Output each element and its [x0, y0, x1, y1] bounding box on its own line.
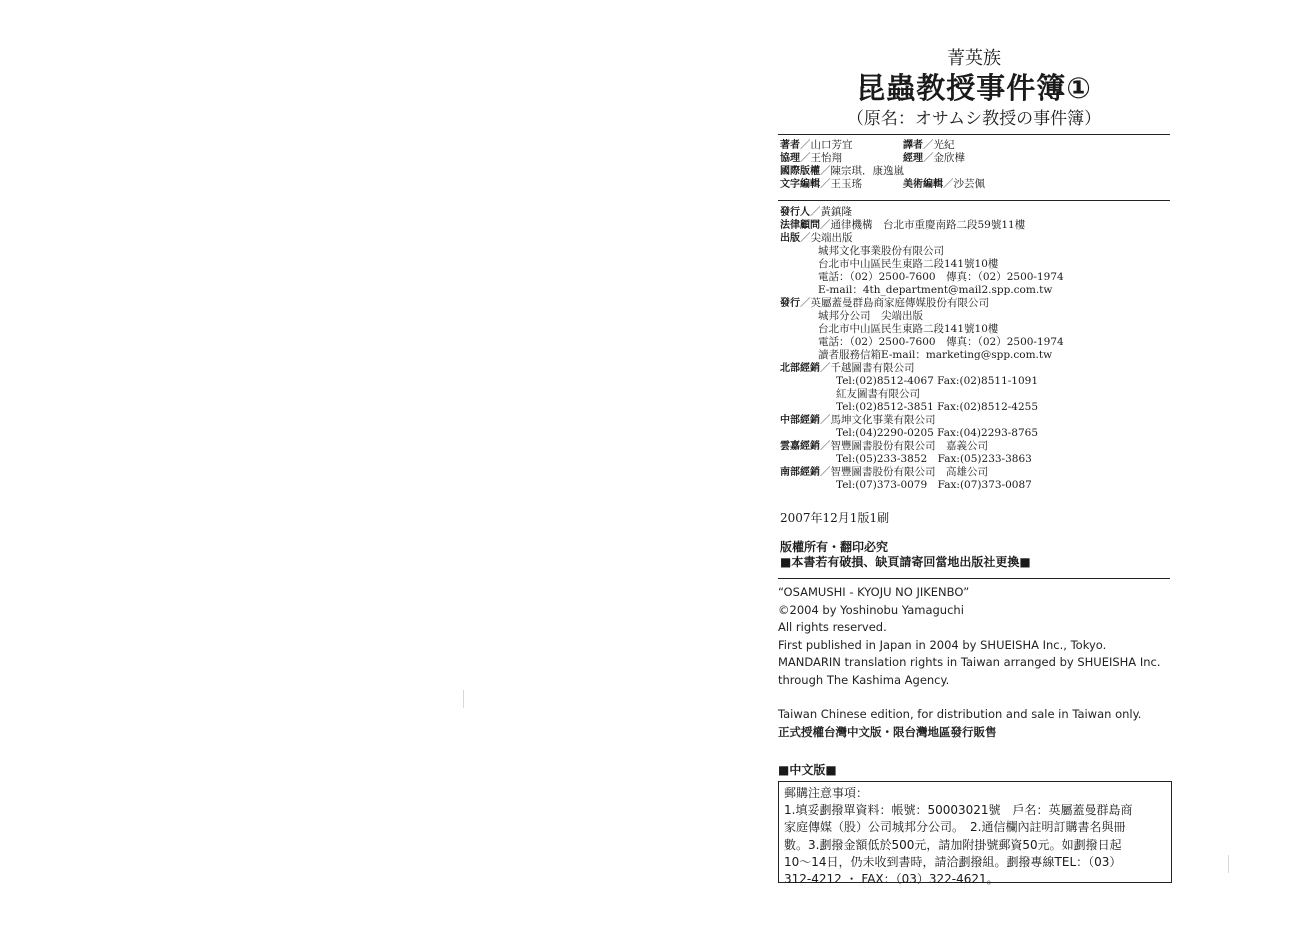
rights-line: ■本書若有破損、缺頁請寄回當地出版社更換■	[780, 555, 1031, 569]
credit-role: 協理	[780, 153, 800, 164]
publishing-text: E-mail：4th_department@mail2.spp.com.tw	[818, 284, 1053, 296]
publishing-line	[780, 310, 1064, 323]
publishing-text: 電話：（02）2500-7600 傳真：（02）2500-1974	[818, 271, 1064, 283]
publishing-role: 發行人	[780, 207, 810, 218]
publishing-text: 電話：（02）2500-7600 傳真：（02）2500-1974	[818, 336, 1064, 348]
publishing-line	[780, 440, 1064, 453]
publishing-line	[780, 232, 1064, 245]
publishing-line	[780, 427, 1064, 440]
rights-line: 版權所有・翻印必究	[780, 540, 889, 554]
notice-line: 數。3.劃撥金額低於500元，請加附掛號郵資50元。如劃撥日起	[784, 837, 1122, 852]
credit-name: ／山口芳宜	[800, 139, 853, 151]
copyright-line: ©2004 by Yoshinobu Yamaguchi	[778, 602, 964, 617]
scan-mark	[463, 690, 464, 708]
publishing-role: 南部經銷	[780, 467, 820, 478]
divider	[778, 134, 1170, 135]
credit-role: 著者	[780, 140, 800, 151]
credit-role: 文字編輯	[780, 179, 820, 190]
copyright-line: “OSAMUSHI - KYOJU NO JIKENBO”	[778, 585, 970, 599]
credit-row	[780, 165, 985, 178]
publishing-line	[780, 245, 1064, 258]
original-title: （原名：オサムシ教授の事件簿）	[846, 109, 1102, 129]
publishing-line	[780, 479, 1064, 492]
credits-block	[780, 139, 985, 191]
publishing-role: 法律顧問	[780, 220, 820, 231]
publishing-text: 城邦文化事業股份有限公司	[818, 245, 944, 257]
chinese-edition-label: ■中文版■	[778, 763, 837, 777]
notice-line: 10～14日，仍未收到書時，請洽劃撥組。劃撥專線TEL：（03）	[784, 854, 1122, 869]
publishing-line	[780, 284, 1064, 297]
credit-row	[780, 178, 985, 191]
publishing-text: 台北市中山區民生東路二段141號10樓	[818, 323, 999, 335]
copyright-line: All rights reserved.	[778, 620, 887, 634]
copyright-line: MANDARIN translation rights in Taiwan arranged by SHUEISHA Inc.	[778, 655, 1161, 669]
credit-role: 美術編輯	[903, 179, 943, 190]
notice-line: 家庭傳媒（股）公司城邦分公司。 2.通信欄內註明訂購書名與冊	[784, 820, 1126, 835]
copyright-line: First published in Japan in 2004 by SHUEISHA Inc., Tokyo.	[778, 637, 1107, 652]
publishing-line	[780, 258, 1064, 271]
notice-line: 郵購注意事項：	[784, 786, 869, 800]
publishing-text: ／智豐圖書股份有限公司 嘉義公司	[820, 440, 988, 452]
publishing-line	[780, 401, 1064, 414]
publishing-line	[780, 323, 1064, 336]
publishing-line	[780, 206, 1064, 219]
publishing-text: 讀者服務信箱E-mail：marketing@spp.com.tw	[818, 349, 1053, 361]
publishing-line	[780, 453, 1064, 466]
publishing-role: 北部經銷	[780, 363, 820, 374]
publishing-line	[780, 349, 1064, 362]
publishing-line	[780, 219, 1064, 232]
edition-note-zh: 正式授權台灣中文版・限台灣地區發行販售	[778, 724, 997, 739]
publishing-text: 台北市中山區民生東路二段141號10樓	[818, 258, 999, 270]
publishing-text: ／通律機構 台北市重慶南路二段59號11樓	[820, 219, 1026, 231]
series-name: 菁英族	[947, 48, 1001, 69]
publishing-text: 紅友圖書有限公司	[836, 388, 920, 400]
publishing-text: ／英屬蓋曼群島商家庭傳媒股份有限公司	[800, 297, 989, 309]
credit-role: 譯者	[903, 140, 923, 151]
publishing-role: 中部經銷	[780, 415, 820, 426]
credit-row	[780, 139, 985, 152]
credit-row	[780, 152, 985, 165]
credit-name: ／光紀	[923, 139, 955, 151]
publishing-line	[780, 362, 1064, 375]
publishing-role: 出版	[780, 233, 800, 244]
credit-name: ／金欣樺	[923, 152, 965, 164]
mail-order-notice	[778, 781, 1172, 887]
notice-line: 1.填妥劃撥單資料：帳號：50003021號 戶名：英屬蓋曼群島商	[784, 803, 1133, 818]
publishing-block	[780, 206, 1064, 492]
credit-role: 經理	[903, 153, 923, 164]
credit-name: ／王怡翔	[800, 152, 842, 164]
publishing-text: ／尖端出版	[800, 232, 853, 244]
credit-name: ／王玉瑤	[820, 178, 862, 190]
publishing-text: ／千越圖書有限公司	[820, 362, 915, 374]
publishing-text: Tel:(07)373-0079 Fax:(07)373-0087	[836, 479, 1032, 491]
publishing-line	[780, 336, 1064, 349]
credit-name: ／陳宗琪．康逸嵐	[820, 165, 904, 177]
publishing-text: ／馬坤文化事業有限公司	[820, 414, 936, 426]
publishing-line	[780, 388, 1064, 401]
publishing-role: 發行	[780, 298, 800, 309]
divider	[778, 578, 1170, 579]
copyright-line: through The Kashima Agency.	[778, 672, 950, 687]
publishing-text: ／智豐圖書股份有限公司 高雄公司	[820, 466, 988, 478]
publishing-line	[780, 466, 1064, 479]
credit-role: 國際版權	[780, 166, 820, 177]
publishing-role: 雲嘉經銷	[780, 441, 820, 452]
rights-notice	[780, 540, 1031, 570]
publishing-text: Tel:(02)8512-4067 Fax:(02)8511-1091	[836, 375, 1039, 387]
edition-date: 2007年12月1版1刷	[780, 511, 890, 525]
publishing-text: Tel:(05)233-3852 Fax:(05)233-3863	[836, 453, 1032, 465]
colophon-page	[778, 0, 1278, 929]
publishing-line	[780, 414, 1064, 427]
divider	[778, 200, 1170, 201]
book-title: 昆蟲教授事件簿①	[856, 71, 1092, 105]
publishing-text: Tel:(04)2290-0205 Fax:(04)2293-8765	[836, 427, 1039, 439]
notice-line: 312-4212 ・ FAX：（03）322-4621。	[784, 872, 999, 887]
edition-note: Taiwan Chinese edition, for distribution and sale in Taiwan only.	[778, 707, 1142, 721]
publishing-line	[780, 375, 1064, 388]
publishing-text: 城邦分公司 尖端出版	[818, 310, 923, 322]
publishing-line	[780, 271, 1064, 284]
publishing-text: ／黃鎮隆	[810, 206, 852, 218]
english-copyright	[778, 584, 1161, 741]
publishing-text: Tel:(02)8512-3851 Fax:(02)8512-4255	[836, 401, 1039, 413]
credit-name: ／沙芸佩	[943, 178, 985, 190]
publishing-line	[780, 297, 1064, 310]
